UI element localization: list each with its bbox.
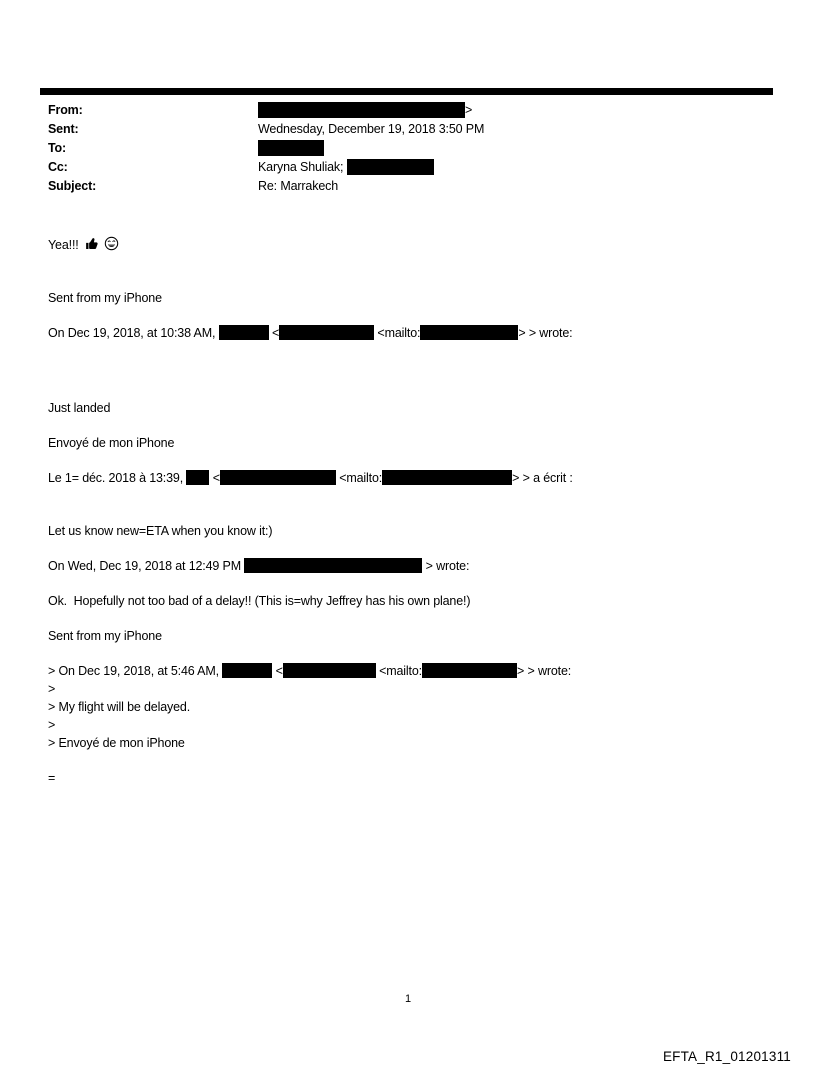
header-field-label: From: [48,103,83,117]
body-line [48,289,800,307]
redaction-bar [422,663,517,678]
text-run: Re: Marrakech [258,179,339,193]
text-run: > My flight will be delayed. [48,700,191,714]
text-run: Envoyé de mon iPhone [48,436,175,450]
body-line [48,680,800,698]
text-run: > > a écrit : [512,471,573,485]
header-field-value [258,177,338,196]
body-line [48,592,800,610]
text-run: > [48,682,56,696]
text-run: > [48,718,56,732]
text-run: Wednesday, December 19, 2018 3:50 PM [258,122,485,136]
text-run: < [272,664,283,678]
header-field-value [258,120,484,139]
text-run: > On Dec 19, 2018, at 5:46 AM, [48,664,223,678]
redaction-bar [258,140,324,156]
redaction-bar [219,325,269,340]
text-run: <mailto: [335,471,383,485]
body-line [48,399,800,417]
email-header [48,101,796,196]
body-line [48,769,800,787]
body-line [48,734,800,752]
header-field-label: To: [48,141,67,155]
header-field-label: Subject: [48,179,97,193]
body-line [48,662,800,680]
header-field-row [48,120,796,139]
body-line [48,698,800,716]
text-run: Yea!!! [48,238,82,252]
grinning-face-icon [104,236,119,251]
header-field-row [48,177,796,196]
redaction-bar [347,159,434,175]
text-run: On Wed, Dec 19, 2018 at 12:49 PM [48,559,245,573]
redaction-bar [220,470,336,485]
redaction-bar [382,470,512,485]
body-line [48,324,800,342]
text-run: Sent from my iPhone [48,629,162,643]
email-body [48,236,800,787]
redaction-bar [283,663,376,678]
text-run: Let us know new=ETA when you know it:) [48,524,273,538]
text-run: <mailto: [375,664,423,678]
page-number: 1 [404,993,412,1005]
header-divider-rule [40,88,773,95]
header-field-value [258,101,472,120]
body-line [48,716,800,734]
redaction-bar [420,325,518,340]
body-line [48,522,800,540]
text-run: > [465,103,473,117]
body-line [48,434,800,452]
header-field-label: Cc: [48,160,68,174]
redaction-bar [258,102,465,118]
body-line [48,469,800,487]
header-field-value [258,139,324,158]
text-run: <mailto: [374,326,421,340]
body-line [48,627,800,645]
header-field-row [48,139,796,158]
text-run: > Envoyé de mon iPhone [48,736,185,750]
text-run: Le 1= déc. 2018 à 13:39, [48,471,187,485]
header-field-value [258,158,434,177]
text-run: = [48,771,56,785]
text-run: Just landed [48,401,111,415]
header-field-row [48,158,796,177]
text-run: Karyna Shuliak; [258,160,347,174]
body-line [48,557,800,575]
bates-number: EFTA_R1_01201311 [662,1049,791,1064]
thumbs-up-icon [85,236,100,251]
text-run: > > wrote: [518,326,573,340]
header-field-label: Sent: [48,122,79,136]
text-run: < [209,471,220,485]
redaction-bar [222,663,272,678]
redaction-bar [279,325,374,340]
redaction-bar [244,558,422,573]
text-run: > wrote: [422,559,470,573]
header-field-row [48,101,796,120]
text-run: < [268,326,280,340]
redaction-bar [186,470,209,485]
text-run: On Dec 19, 2018, at 10:38 AM, [48,326,219,340]
text-run: > > wrote: [517,664,572,678]
text-run: Ok. Hopefully not too bad of a delay!! (This is=why Jeffrey has his own plane!) [48,594,471,608]
body-line [48,236,800,254]
text-run: Sent from my iPhone [48,291,162,305]
